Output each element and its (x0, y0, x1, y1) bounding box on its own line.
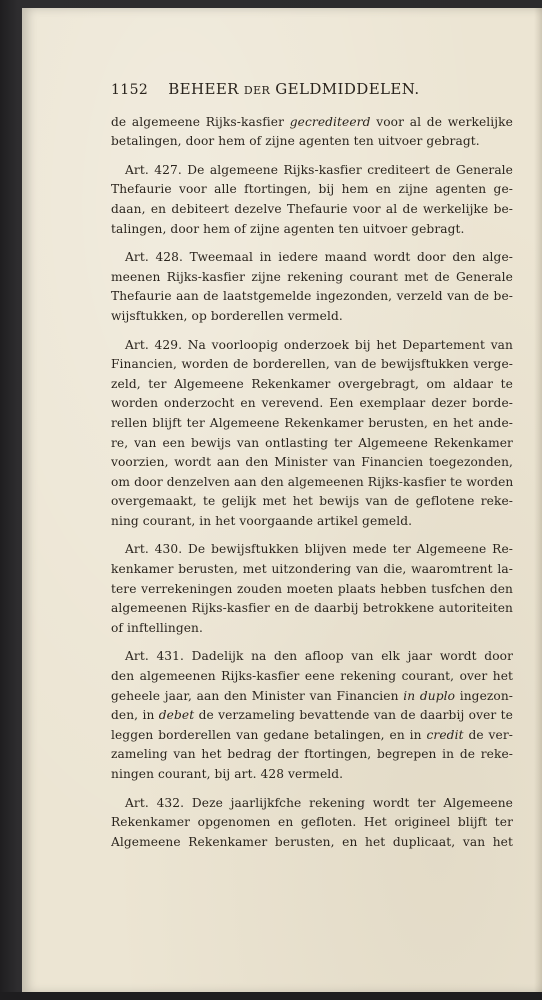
text-run: Financien, worden de borderellen, van de bewijsftukken verge- (111, 357, 513, 372)
paragraph (111, 647, 513, 784)
text-line (111, 765, 513, 785)
text-line (111, 706, 513, 726)
text-run: den algemeenen Rijks-kasfier eene rekening courant, over het (111, 669, 513, 684)
text-run: wijsftukken, op borderellen vermeld. (111, 308, 343, 323)
italic-term: credit (426, 727, 464, 742)
italic-term: debet (158, 708, 195, 723)
text-run: Art. 427. De algemeene Rijks-kasfier crediteert de Generale (125, 162, 513, 177)
text-run: Thefaurie voor alle ftortingen, bij hem en zijne agenten ge- (111, 182, 513, 197)
text-line (111, 336, 513, 356)
text-line (111, 161, 513, 181)
text-line (111, 647, 513, 667)
text-run: daan, en debiteert dezelve Thefaurie voor al de werkelijke be- (111, 201, 513, 216)
text-line (111, 414, 513, 434)
text-line (111, 580, 513, 600)
text-line (111, 375, 513, 395)
text-line (111, 726, 513, 746)
text-line (111, 599, 513, 619)
text-run: den, in (111, 708, 159, 723)
text-line (111, 687, 513, 707)
text-line (111, 434, 513, 454)
text-run: Art. 428. Tweemaal in iedere maand wordt door den alge- (125, 250, 513, 265)
page-edge-shadow (534, 8, 542, 993)
paragraph (111, 248, 513, 326)
text-run: voorzien, wordt aan den Minister van Financien toegezonden, (111, 455, 513, 470)
text-line (111, 745, 513, 765)
text-line (111, 540, 513, 560)
text-run: zameling van het bedrag der ftortingen, begrepen in de reke- (111, 747, 513, 762)
text-run: kenkamer berusten, met uitzondering van die, waaromtrent la- (111, 562, 513, 577)
text-run: Art. 431. Dadelijk na den afloop van elk jaar wordt door (125, 649, 513, 664)
text-run: talingen, door hem of zijne agenten ten uitvoer gebragt. (111, 221, 465, 236)
text-run: algemeenen Rijks-kasfier en de daarbij betrokkene autoriteiten (111, 601, 513, 616)
header-title-geldmiddelen: GELDMIDDELEN. (275, 80, 420, 98)
paragraph (111, 336, 513, 532)
text-line (111, 355, 513, 375)
text-line (111, 394, 513, 414)
header-title-der: DER (243, 84, 271, 97)
text-run: zeld, ter Algemeene Rekenkamer overgebragt, om aldaar te (111, 376, 513, 391)
text-run: Art. 432. Deze jaarlijkfche rekening wordt ter Algemeene (125, 795, 513, 810)
text-line (111, 307, 513, 327)
text-run: voor al de werkelijke (370, 114, 513, 129)
text-line (111, 180, 513, 200)
text-run: ingezon- (455, 688, 513, 703)
text-run: leggen borderellen van gedane betalingen, en in (111, 727, 427, 742)
paragraph (111, 161, 513, 239)
text-line (111, 473, 513, 493)
text-line (111, 132, 513, 152)
text-line (111, 287, 513, 307)
paragraph (111, 113, 513, 152)
text-run: geheele jaar, aan den Minister van Financien (111, 688, 404, 703)
text-line (111, 833, 513, 853)
italic-term: in duplo (403, 688, 456, 703)
text-run: meenen Rijks-kasfier zijne rekening courant met de Generale (111, 269, 513, 284)
italic-term: gecrediteerd (289, 114, 371, 129)
text-line (111, 512, 513, 532)
text-line (111, 268, 513, 288)
text-run: Rekenkamer opgenomen en gefloten. Het origineel blijft ter (111, 815, 513, 830)
body-text (111, 113, 513, 853)
text-run: betalingen, door hem of zijne agenten ten uitvoer gebragt. (111, 134, 480, 149)
text-run: de algemeene Rijks-kasfier (111, 114, 290, 129)
running-header (111, 80, 513, 101)
scan-bottom-edge (0, 992, 542, 1000)
text-line (111, 560, 513, 580)
paragraph (111, 540, 513, 638)
text-run: re, van een bewijs van ontlasting ter Algemeene Rekenkamer (111, 435, 513, 450)
text-line (111, 113, 513, 133)
text-line (111, 794, 513, 814)
text-line (111, 220, 513, 240)
text-run: de ver- (463, 727, 513, 742)
text-line (111, 200, 513, 220)
text-run: of inftellingen. (111, 620, 203, 635)
text-run: de verzameling bevattende van de daarbij over te (194, 708, 513, 723)
page-number: 1152 (111, 82, 149, 98)
text-line (111, 453, 513, 473)
text-line (111, 492, 513, 512)
header-title-beheer: BEHEER (168, 80, 239, 98)
text-run: ningen courant, bij art. 428 vermeld. (111, 767, 344, 781)
text-run: tere verrekeningen zouden moeten plaats hebben tusfchen den (111, 581, 513, 596)
text-run: Art. 430. De bewijsftukken blijven mede ter Algemeene Re- (125, 542, 513, 557)
text-run: worden onderzocht en verevend. Een exemplaar dezer borde- (111, 396, 513, 411)
page-text (111, 80, 513, 861)
text-run: Algemeene Rekenkamer berusten, en het duplicaat, van het (111, 834, 513, 849)
text-line (111, 813, 513, 833)
text-run: ning courant, in het voorgaande artikel gemeld. (111, 513, 413, 528)
text-run: overgemaakt, te gelijk met het bewijs van de geflotene reke- (111, 494, 513, 509)
text-run: rellen blijft ter Algemeene Rekenkamer berusten, en het ande- (111, 415, 513, 430)
text-run: Thefaurie aan de laatstgemelde ingezonden, verzeld van de be- (111, 289, 513, 304)
paragraph (111, 794, 513, 853)
text-line (111, 619, 513, 639)
text-line (111, 667, 513, 687)
text-run: Art. 429. Na voorloopig onderzoek bij het Departement van (125, 337, 513, 352)
text-run: om door denzelven aan den algemeenen Rijks-kasfier te worden (111, 474, 513, 489)
text-line (111, 248, 513, 268)
